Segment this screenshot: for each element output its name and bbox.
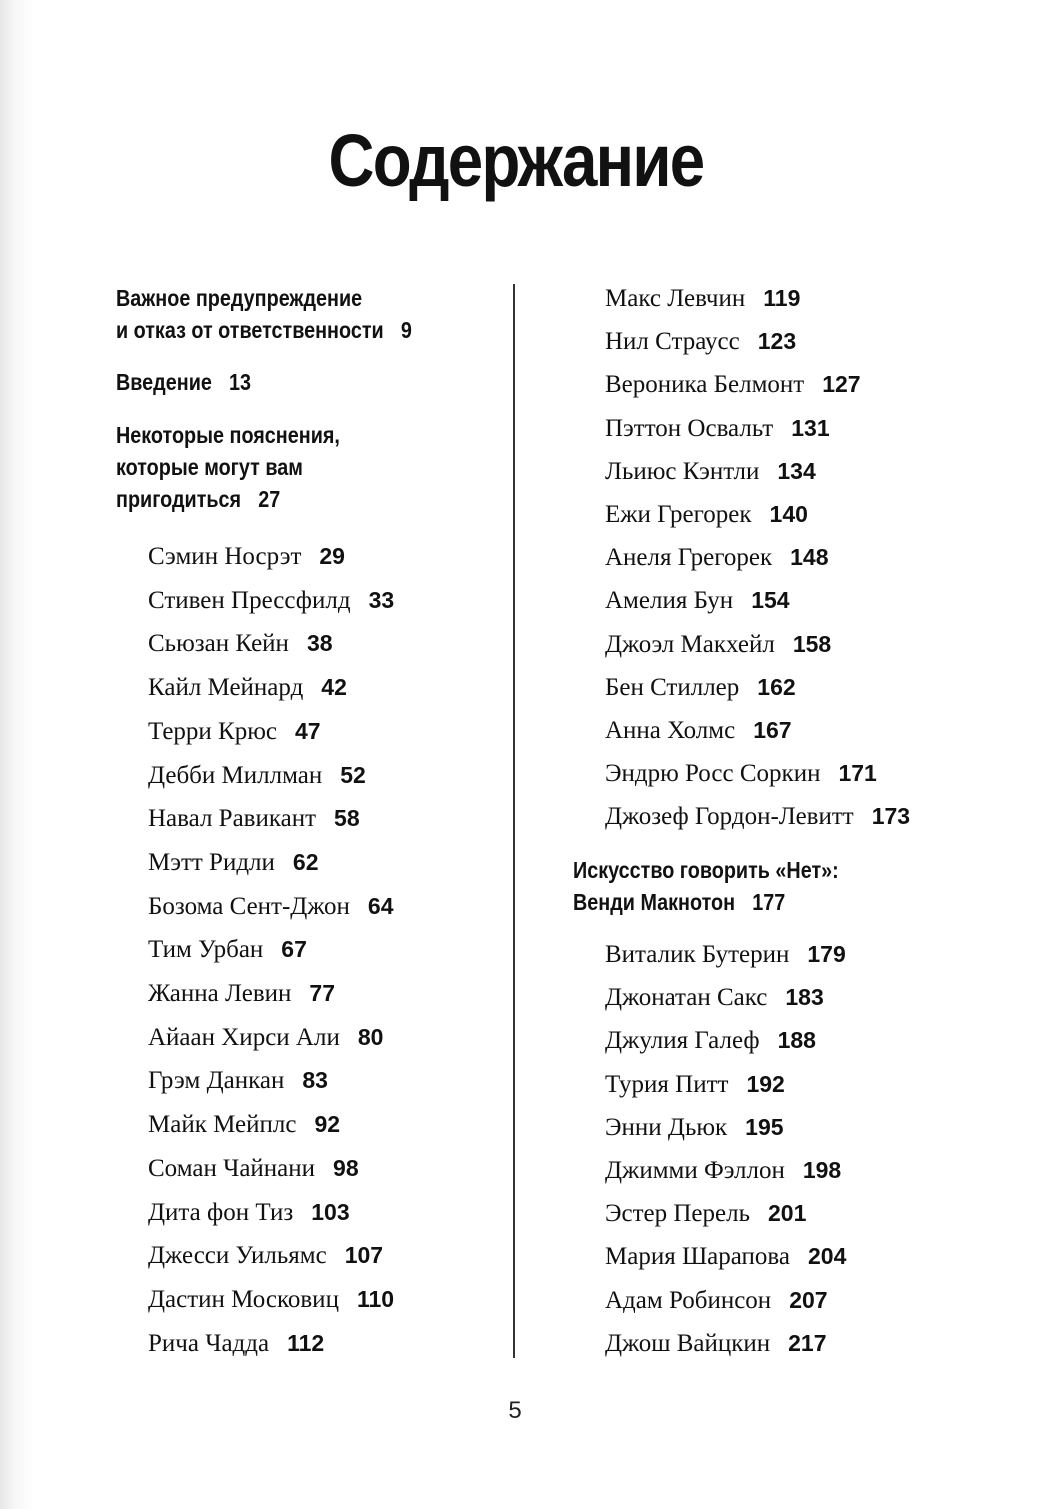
- toc-entry-name: Тим Урбан: [148, 936, 264, 964]
- toc-page-number: 29: [319, 543, 345, 569]
- toc-entry[interactable]: [605, 585, 790, 616]
- toc-page-number: 77: [309, 980, 336, 1006]
- toc-entry[interactable]: [605, 1025, 816, 1056]
- toc-entry[interactable]: [605, 982, 824, 1013]
- toc-entry[interactable]: [605, 1285, 828, 1316]
- toc-entry-name: Майк Мейплс: [148, 1111, 297, 1139]
- toc-section-title-line: [116, 483, 340, 515]
- toc-entry-name: Вероника Белмонт: [605, 371, 805, 399]
- toc-entry-name: Ежи Грегорек: [605, 501, 752, 528]
- toc-entry[interactable]: [148, 541, 345, 572]
- toc-entry[interactable]: [605, 1112, 784, 1143]
- toc-section-title-line: [116, 451, 340, 483]
- toc-section-title-text: Некоторые пояснения,: [116, 422, 340, 448]
- toc-entry[interactable]: [605, 758, 877, 789]
- toc-entry-name: Грэм Данкан: [148, 1067, 285, 1095]
- toc-page-number: 148: [790, 544, 829, 571]
- toc-entry-name: Дебби Миллман: [148, 761, 323, 789]
- toc-section-heading[interactable]: [116, 419, 340, 515]
- toc-entry[interactable]: [148, 847, 319, 878]
- toc-page-number: 42: [321, 674, 347, 701]
- toc-section-heading[interactable]: [573, 854, 839, 918]
- toc-entry-name: Джулия Галеф: [605, 1027, 760, 1055]
- toc-entry[interactable]: [605, 629, 831, 660]
- toc-section-title-line: [573, 886, 839, 918]
- toc-entry[interactable]: [148, 1022, 383, 1053]
- toc-entry[interactable]: [148, 1240, 383, 1271]
- toc-entry[interactable]: [148, 760, 366, 791]
- toc-page-number: 98: [333, 1154, 359, 1181]
- page-number: 5: [508, 1397, 522, 1424]
- toc-entry[interactable]: [148, 585, 394, 616]
- toc-section-title-text: Венди Макнотон: [573, 889, 736, 915]
- toc-entry-name: Мария Шарапова: [605, 1243, 790, 1271]
- toc-entry[interactable]: [605, 1198, 806, 1229]
- toc-page-number: 131: [791, 414, 830, 441]
- toc-entry[interactable]: [148, 716, 321, 747]
- toc-entry[interactable]: [148, 628, 333, 659]
- toc-entry-name: Джош Вайцкин: [605, 1329, 771, 1357]
- toc-page-number: 33: [368, 586, 395, 613]
- toc-entry-name: Джимми Фэллон: [605, 1157, 785, 1184]
- toc-entry[interactable]: [148, 1328, 324, 1359]
- toc-page-number: 167: [753, 717, 792, 743]
- toc-page-number: 80: [357, 1023, 384, 1050]
- toc-entry-name: Пэттон Освальт: [605, 414, 774, 442]
- toc-page-number: 119: [763, 285, 801, 311]
- toc-entry-name: Джоэл Макхейл: [605, 630, 775, 658]
- toc-entry[interactable]: [605, 326, 796, 357]
- toc-page-number: 162: [757, 673, 796, 700]
- toc-page-number: 52: [340, 761, 366, 788]
- toc-entry[interactable]: [605, 801, 910, 832]
- toc-page-number: 112: [287, 1329, 325, 1356]
- toc-page-number: 107: [344, 1242, 384, 1269]
- toc-entry[interactable]: [605, 1328, 827, 1359]
- toc-page-number: 179: [807, 941, 846, 967]
- toc-entry-name: Энни Дьюк: [605, 1113, 728, 1141]
- toc-page-number: 62: [292, 848, 319, 875]
- toc-page-number: 38: [306, 630, 333, 657]
- toc-section-title-text: Важное предупреждение: [116, 285, 363, 311]
- toc-entry[interactable]: [605, 283, 800, 314]
- toc-entry-name: Дита фон Тиз: [148, 1198, 294, 1226]
- toc-page-number: 127: [822, 371, 861, 398]
- toc-entry[interactable]: [148, 1284, 394, 1315]
- toc-section-title-text: и отказ от ответственности: [116, 317, 384, 343]
- toc-entry[interactable]: [148, 1065, 328, 1096]
- toc-section-title-line: [116, 419, 340, 451]
- toc-entry[interactable]: [148, 803, 360, 834]
- toc-entry-name: Мэтт Ридли: [148, 848, 275, 876]
- toc-page-number: 83: [302, 1067, 328, 1094]
- toc-page-number: 192: [746, 1070, 785, 1097]
- toc-page-number: 188: [777, 1027, 816, 1054]
- toc-page-number: 134: [777, 457, 816, 484]
- toc-page-number: 217: [788, 1329, 827, 1356]
- toc-page-number: 13: [229, 369, 252, 395]
- toc-entry[interactable]: [605, 413, 830, 444]
- toc-entry-name: Эстер Перель: [605, 1200, 750, 1228]
- toc-entry[interactable]: [605, 456, 816, 487]
- toc-entry-name: Соман Чайнани: [148, 1154, 316, 1182]
- toc-entry[interactable]: [148, 1153, 359, 1184]
- toc-section-title-text: которые могут вам: [116, 454, 303, 480]
- toc-page-number: 47: [295, 717, 321, 744]
- toc-entry[interactable]: [605, 1241, 846, 1272]
- toc-page-number: 204: [808, 1243, 847, 1270]
- toc-entry-name: Сьюзан Кейн: [148, 630, 289, 658]
- toc-entry-name: Джозеф Гордон-Левитт: [605, 803, 854, 831]
- toc-entry-name: Адам Робинсон: [605, 1286, 772, 1314]
- toc-entry[interactable]: [148, 1197, 350, 1228]
- toc-page-number: 154: [751, 587, 790, 614]
- toc-section-title-text: Искусство говорить «Нет»:: [573, 857, 839, 883]
- column-divider: [513, 284, 515, 1358]
- toc-page-number: 173: [871, 803, 911, 830]
- toc-section-title-line: [116, 366, 251, 398]
- page-title: Содержание: [328, 119, 704, 202]
- toc-entry[interactable]: [605, 1069, 785, 1100]
- toc-entry[interactable]: [148, 672, 347, 703]
- toc-page-number: 198: [802, 1157, 842, 1183]
- toc-section-title-line: [116, 282, 412, 314]
- toc-entry-name: Джесси Уильямс: [148, 1242, 327, 1270]
- toc-entry[interactable]: [148, 891, 394, 922]
- toc-entry-name: Макс Левчин: [605, 285, 746, 312]
- toc-entry-name: Виталик Бутерин: [605, 941, 790, 968]
- toc-page-number: 158: [792, 630, 832, 657]
- toc-entry[interactable]: [605, 939, 846, 970]
- toc-page-number: 201: [768, 1200, 807, 1227]
- toc-page-number: 103: [311, 1198, 350, 1225]
- toc-entry-name: Навал Равикант: [148, 805, 317, 833]
- toc-page-number: 64: [367, 892, 394, 919]
- toc-entry[interactable]: [605, 1155, 841, 1186]
- toc-page-number: 110: [356, 1285, 395, 1312]
- toc-entry-name: Айаан Хирси Али: [148, 1023, 340, 1051]
- toc-entry[interactable]: [605, 499, 808, 530]
- toc-page-number: 207: [789, 1286, 828, 1313]
- toc-page-number: 27: [258, 486, 281, 512]
- toc-section-title-text: Введение: [116, 369, 212, 395]
- toc-entry-name: Сэмин Носрэт: [148, 543, 302, 570]
- toc-page-number: 92: [314, 1111, 341, 1138]
- toc-entry-name: Нил Страусс: [605, 328, 740, 356]
- toc-page-number: 195: [745, 1113, 784, 1140]
- toc-section-heading[interactable]: [116, 366, 251, 398]
- toc-page-number: 9: [400, 317, 412, 343]
- toc-page-number: 67: [281, 936, 307, 963]
- toc-entry-name: Эндрю Росс Соркин: [605, 760, 821, 788]
- toc-section-heading[interactable]: [116, 282, 412, 346]
- toc-page-number: 171: [838, 760, 877, 787]
- toc-page-number: 123: [757, 328, 797, 355]
- toc-entry-name: Бен Стиллер: [605, 673, 740, 701]
- toc-section-title-line: [116, 314, 412, 346]
- toc-entry-name: Стивен Прессфилд: [148, 586, 351, 614]
- toc-page-number: 183: [785, 984, 824, 1011]
- toc-entry[interactable]: [605, 715, 792, 746]
- toc-section-title-text: пригодиться: [116, 486, 242, 512]
- toc-entry-name: Дастин Московиц: [148, 1285, 339, 1313]
- toc-entry-name: Анеля Грегорек: [605, 544, 773, 572]
- toc-entry[interactable]: [148, 978, 335, 1009]
- toc-entry-name: Рича Чадда: [148, 1329, 270, 1357]
- toc-entry[interactable]: [605, 672, 796, 703]
- toc-page-number: 177: [752, 889, 786, 915]
- toc-entry-name: Жанна Левин: [148, 980, 292, 1007]
- toc-entry-name: Турия Питт: [605, 1070, 729, 1098]
- toc-entry-name: Терри Крюс: [148, 717, 277, 745]
- toc-entry-name: Анна Холмс: [605, 717, 736, 744]
- toc-entry[interactable]: [605, 542, 828, 573]
- toc-entry-name: Джонатан Сакс: [605, 984, 768, 1012]
- toc-entry[interactable]: [605, 369, 861, 400]
- toc-entry-name: Кайл Мейнард: [148, 674, 304, 702]
- toc-entry-name: Льиюс Кэнтли: [605, 457, 760, 485]
- toc-section-title-line: [573, 854, 839, 886]
- toc-page-number: 140: [769, 501, 808, 527]
- toc-entry-name: Бозома Сент-Джон: [148, 892, 350, 920]
- toc-entry[interactable]: [148, 934, 307, 965]
- toc-entry[interactable]: [148, 1109, 340, 1140]
- toc-page-number: 58: [334, 805, 360, 832]
- toc-entry-name: Амелия Бун: [605, 587, 734, 615]
